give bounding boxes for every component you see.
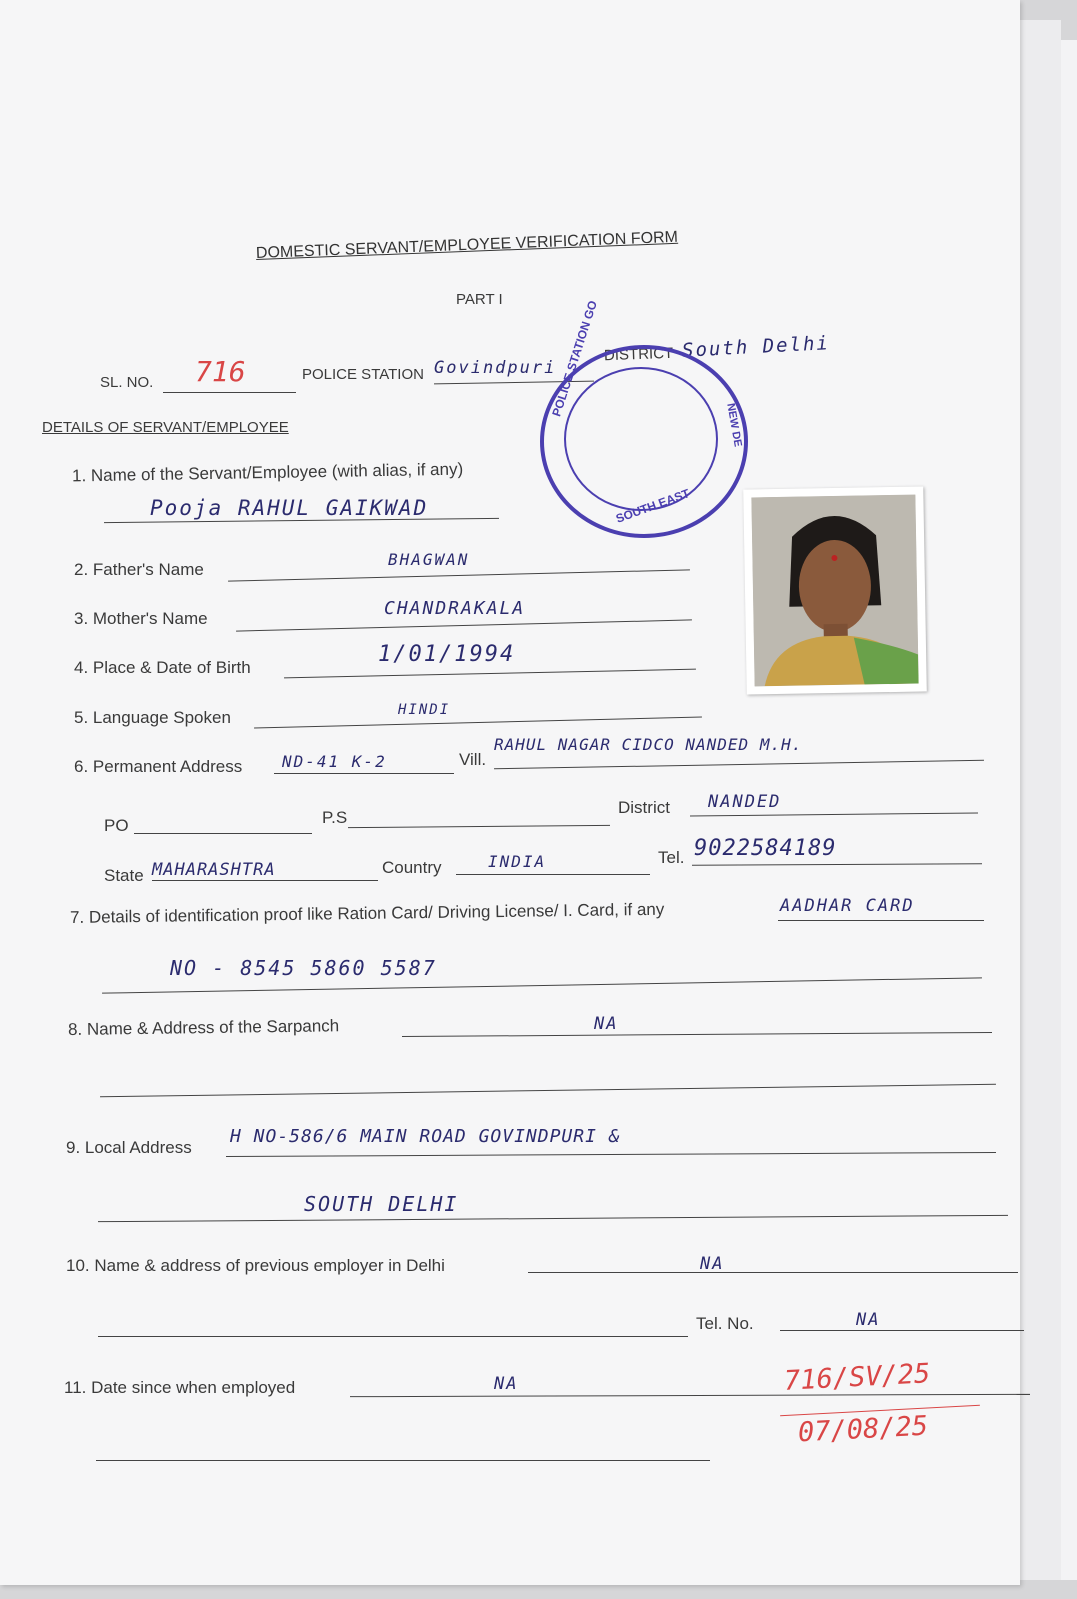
- state-label: State: [104, 866, 144, 885]
- field-4-label: 4. Place & Date of Birth: [74, 658, 251, 677]
- vill-label: Vill.: [459, 750, 487, 769]
- field-6-label: 6. Permanent Address: [74, 757, 243, 776]
- vill-value: RAHUL NAGAR CIDCO NANDED M.H.: [494, 735, 803, 754]
- emblem-icon: [564, 367, 718, 511]
- district-value-top: South Delhi: [681, 332, 831, 362]
- field-9-value: H NO-586/6 MAIN ROAD GOVINDPURI &: [230, 1126, 621, 1147]
- tel-no-value: NA: [856, 1310, 881, 1330]
- sl-no-label: SL. NO.: [100, 374, 154, 391]
- field-9-line-2: [98, 1215, 1008, 1222]
- tel-no-line: [780, 1330, 1024, 1331]
- field-8-value: NA: [594, 1014, 619, 1034]
- field-8-line-2: [100, 1084, 996, 1098]
- field-6-line: [274, 773, 454, 774]
- sl-no-line: [163, 392, 296, 393]
- part-label: PART I: [456, 291, 503, 308]
- field-2-value: BHAGWAN: [388, 550, 470, 569]
- ps-line: [348, 825, 610, 828]
- field-10-line-2: [98, 1336, 688, 1337]
- district-label-top: DISTRICT: [603, 344, 674, 365]
- field-10-line: [528, 1272, 1018, 1273]
- country-label: Country: [382, 858, 442, 877]
- police-station-value: Govindpuri: [434, 358, 557, 378]
- district-value: NANDED: [708, 792, 782, 812]
- field-11-value: NA: [494, 1374, 519, 1394]
- reference-number: 716/SV/25: [783, 1358, 932, 1397]
- field-9-label: 9. Local Address: [66, 1138, 192, 1157]
- field-6-value: ND-41 K-2: [282, 752, 387, 771]
- field-11-line-2: [96, 1460, 710, 1461]
- vill-line: [494, 760, 984, 770]
- field-9-value-2: SOUTH DELHI: [304, 1192, 459, 1216]
- field-2-label: 2. Father's Name: [74, 560, 204, 579]
- section-heading: DETAILS OF SERVANT/EMPLOYEE: [42, 419, 289, 436]
- ps-label: P.S: [322, 808, 348, 827]
- field-5-line: [254, 717, 702, 729]
- field-7-value-2: NO - 8545 5860 5587: [170, 956, 437, 980]
- field-10-label: 10. Name & address of previous employer in Delhi: [66, 1256, 445, 1275]
- field-4-value: 1/01/1994: [378, 642, 516, 667]
- field-3-value: CHANDRAKALA: [384, 598, 526, 619]
- employee-photo: [743, 486, 927, 694]
- field-10-value: NA: [700, 1254, 725, 1274]
- tel-label: Tel.: [658, 848, 685, 867]
- field-8-line: [402, 1032, 992, 1037]
- field-3-label: 3. Mother's Name: [74, 609, 208, 628]
- field-9-line: [226, 1152, 996, 1157]
- field-8-label: 8. Name & Address of the Sarpanch: [67, 1016, 340, 1039]
- po-label: PO: [104, 816, 129, 835]
- field-3-line: [236, 619, 692, 631]
- form-title: DOMESTIC SERVANT/EMPLOYEE VERIFICATION FORM: [255, 228, 679, 262]
- field-1-value: Pooja RAHUL GAIKWAD: [150, 496, 429, 520]
- district-line: [690, 812, 978, 816]
- field-5-label: 5. Language Spoken: [74, 708, 231, 727]
- field-7-value: AADHAR CARD: [780, 896, 915, 916]
- field-5-value: HINDI: [398, 702, 451, 718]
- field-1-label: 1. Name of the Servant/Employee (with alias, if any): [71, 459, 464, 486]
- tel-line: [692, 863, 982, 866]
- reference-date: 07/08/25: [797, 1410, 929, 1449]
- field-11-line: [350, 1394, 1030, 1397]
- district-label: District: [618, 798, 670, 817]
- sl-no-value: 716: [195, 355, 246, 388]
- state-line: [152, 880, 378, 881]
- stamp-text-top: POLICE STATION GO: [549, 298, 601, 419]
- field-7-label: 7. Details of identification proof like Ration Card/ Driving License/ I. Card, if any: [69, 899, 665, 927]
- photo-image: [751, 495, 918, 687]
- country-value: INDIA: [488, 852, 547, 871]
- stamp-text-right: NEW DE: [724, 402, 744, 448]
- police-stamp: [540, 298, 748, 538]
- field-4-line: [284, 669, 696, 679]
- police-station-label: POLICE STATION: [302, 366, 424, 383]
- tel-no-label: Tel. No.: [696, 1314, 754, 1333]
- field-2-line: [228, 569, 690, 581]
- state-value: MAHARASHTRA: [152, 860, 276, 880]
- tel-value: 9022584189: [694, 836, 837, 861]
- field-7-line: [778, 920, 984, 921]
- country-line: [456, 874, 650, 875]
- stamp-text-bottom: SOUTH EAST: [613, 486, 692, 526]
- po-line: [134, 833, 312, 834]
- field-11-label: 11. Date since when employed: [64, 1378, 296, 1397]
